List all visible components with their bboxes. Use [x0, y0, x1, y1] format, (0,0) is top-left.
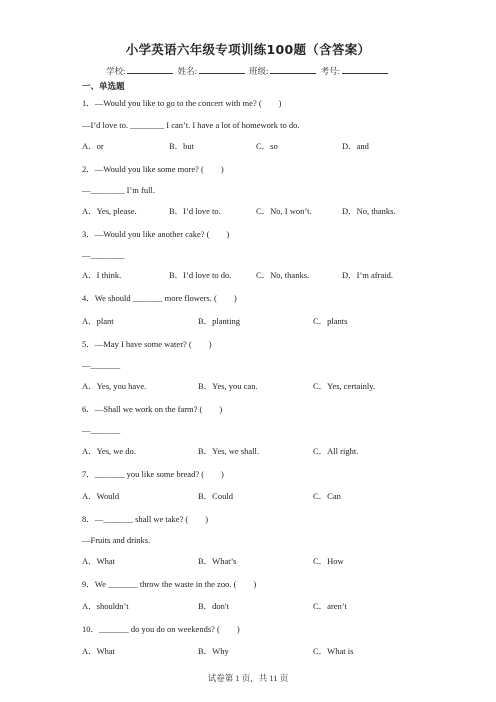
question-stem: 9．We _______ throw the waste in the zoo. ( ) — [82, 579, 257, 589]
option-b: B．Could — [198, 491, 233, 501]
option-d: D．and — [342, 141, 369, 151]
option-c: C．All right. — [313, 446, 359, 456]
exam-no-blank — [342, 65, 388, 74]
option-c: C．How — [313, 556, 344, 566]
option-b: B．but — [169, 141, 195, 151]
option-a: A．I think. — [82, 270, 122, 280]
option-a: A．plant — [82, 316, 114, 326]
option-a: A．Would — [82, 491, 120, 501]
question-prompt: —Fruits and drinks. — [82, 535, 151, 545]
option-b: B．Why — [198, 646, 229, 656]
class-label: 班级: — [249, 66, 269, 76]
option-c: C．so — [256, 141, 278, 151]
option-a: A．What — [82, 646, 116, 656]
question-prompt: —________ I’m full. — [82, 185, 155, 195]
option-b: B．I’d love to. — [169, 206, 221, 216]
section-title: 一、单选题 — [82, 82, 125, 92]
exam-no-label: 考号: — [320, 66, 340, 76]
question-prompt: —I’d love to. ________ I can’t. I have a lot of homework to do. — [82, 120, 300, 130]
question-prompt: —_______ — [82, 425, 121, 435]
option-a: A．Yes, please. — [82, 206, 137, 216]
option-c: C．Yes, certainly. — [313, 381, 376, 391]
school-label: 学校: — [106, 66, 126, 76]
name-label: 姓名: — [177, 66, 197, 76]
option-a: A．or — [82, 141, 104, 151]
question-stem: 6．—Shall we work on the farm? ( ) — [82, 404, 223, 414]
option-d: D．No, thanks. — [342, 206, 396, 216]
option-b: B．What’s — [198, 556, 237, 566]
option-c: C．No, thanks. — [256, 270, 310, 280]
student-info-line — [0, 65, 496, 77]
question-stem: 1．—Would you like to go to the concert with me? ( ) — [82, 98, 282, 108]
question-stem: 7．_______ you like some bread? ( ) — [82, 469, 224, 479]
question-stem: 3．—Would you like another cake? ( ) — [82, 229, 230, 239]
option-c: C．aren’t — [313, 601, 347, 611]
question-stem: 5．—May I have some water? ( ) — [82, 339, 212, 349]
option-a: A．What — [82, 556, 116, 566]
option-c: C．What is — [313, 646, 354, 656]
option-a: A．Yes, you have. — [82, 381, 147, 391]
option-b: B．Yes, we shall. — [198, 446, 260, 456]
option-d: D．I’m afraid. — [342, 270, 393, 280]
question-stem: 2．—Would you like some more? ( ) — [82, 164, 224, 174]
name-blank — [199, 65, 245, 74]
option-c: C．No, I won’t. — [256, 206, 312, 216]
option-a: A．shouldn’t — [82, 601, 129, 611]
question-stem: 4．We should _______ more flowers. ( ) — [82, 293, 237, 303]
school-blank — [127, 65, 173, 74]
option-b: B．Yes, you can. — [198, 381, 258, 391]
option-c: C．Can — [313, 491, 341, 501]
option-b: B．I’d love to do. — [169, 270, 232, 280]
question-prompt: —________ — [82, 250, 125, 260]
option-b: B．planting — [198, 316, 241, 326]
question-stem: 8．—_______ shall we take? ( ) — [82, 514, 209, 524]
page-title: 小学英语六年级专项训练100题（含答案） — [125, 42, 371, 57]
question-stem: 10．_______ do you do on weekends? ( ) — [82, 624, 240, 634]
class-blank — [270, 65, 316, 74]
question-prompt: —_______ — [82, 360, 121, 370]
option-a: A．Yes, we do. — [82, 446, 136, 456]
option-b: B．don't — [198, 601, 229, 611]
page-footer: 试卷第 1 页，共 11 页 — [207, 673, 289, 683]
option-c: C．plants — [313, 316, 348, 326]
